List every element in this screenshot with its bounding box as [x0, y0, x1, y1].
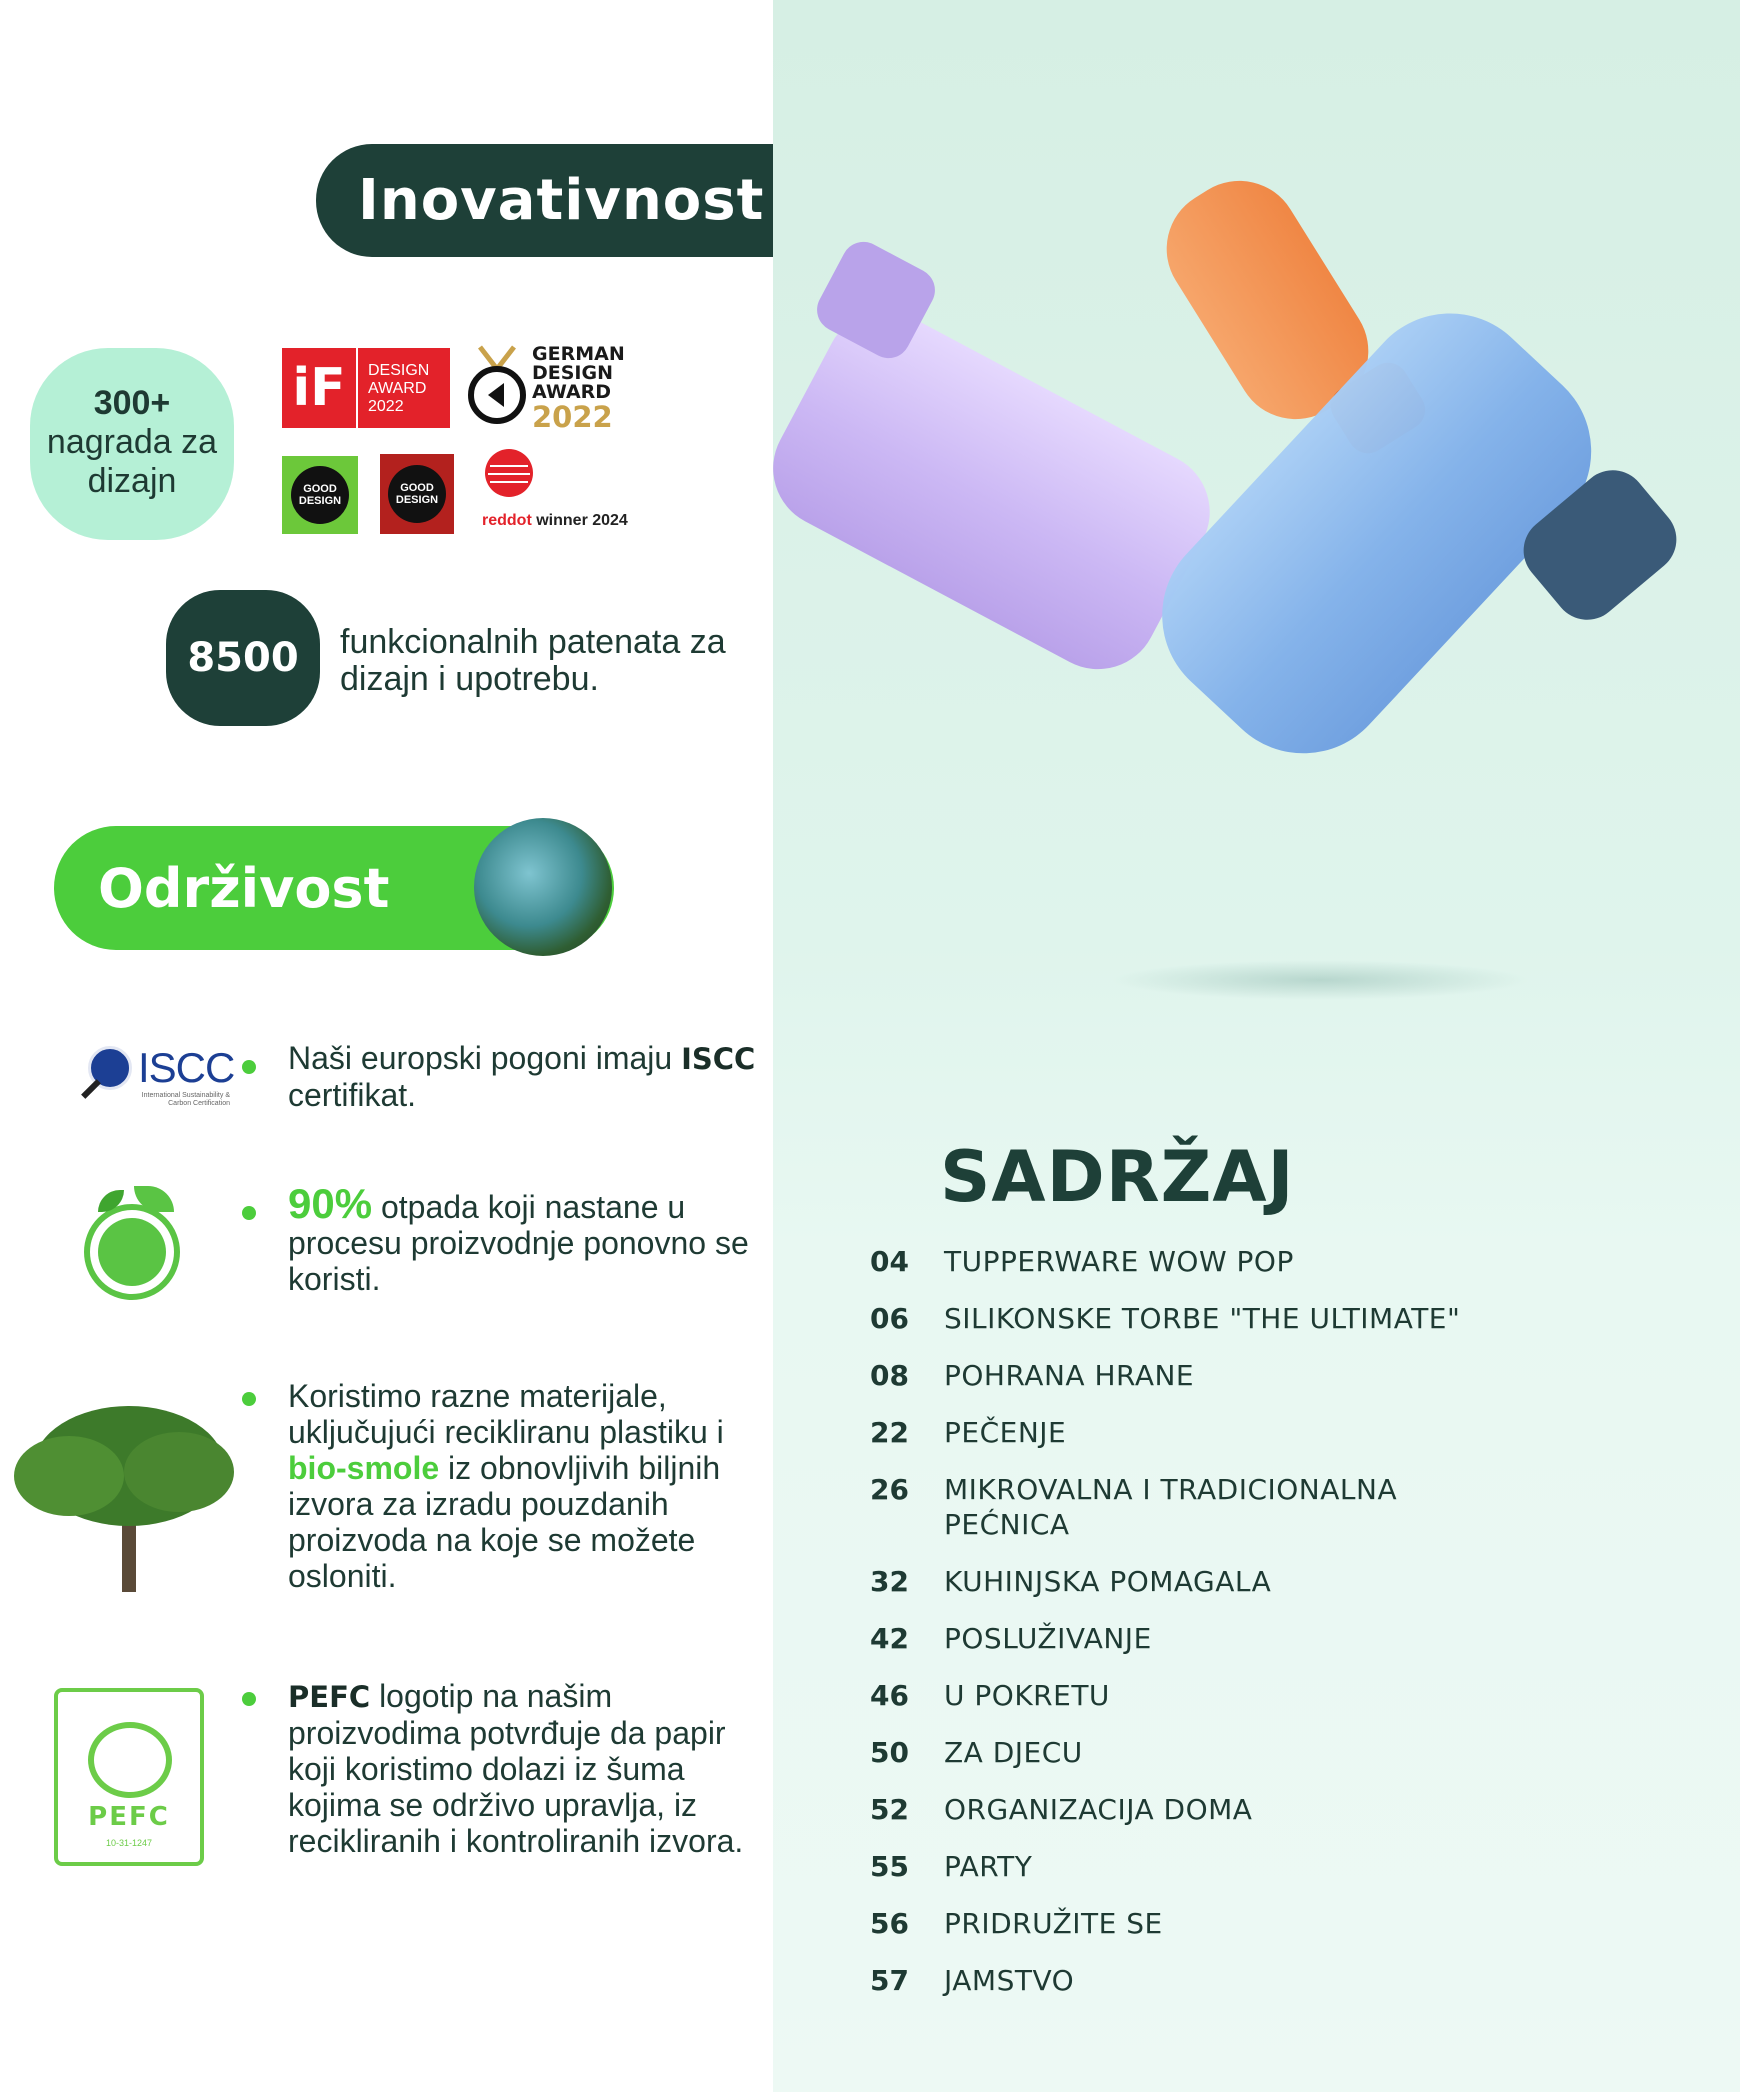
- pefc-code: 10-31-1247: [105, 1838, 153, 1848]
- toc-label: POSLUŽIVANJE: [944, 1622, 1152, 1655]
- toc-label: MIKROVALNA I TRADICIONALNA PEĆNICA: [944, 1473, 1398, 1541]
- toc-label: TUPPERWARE WOW POP: [944, 1245, 1294, 1278]
- innovation-heading: Inovativnost: [316, 144, 773, 257]
- toc-item[interactable]: [870, 1792, 1730, 1827]
- toc-page-number: 06: [870, 1302, 909, 1335]
- awards-badge: [30, 348, 234, 540]
- toc-label: KUHINJSKA POMAGALA: [944, 1565, 1272, 1598]
- if-logo-mark: iF: [282, 348, 358, 428]
- toc-label: ORGANIZACIJA DOMA: [944, 1793, 1253, 1826]
- sustainability-heading: Održivost: [54, 826, 614, 950]
- awards-text: nagrada za dizajn: [46, 423, 218, 500]
- reddot-award-logo: [482, 446, 662, 536]
- toc-item[interactable]: [870, 1415, 1730, 1450]
- toc-item[interactable]: [870, 1621, 1730, 1656]
- pefc-logo-icon: [54, 1688, 204, 1866]
- toc-label: PEČENJE: [944, 1416, 1067, 1449]
- reddot-red: red: [482, 512, 507, 529]
- toc-page-number: 57: [870, 1964, 909, 1997]
- german-design-award-logo: [466, 343, 636, 433]
- toc-label: ZA DJECU: [944, 1736, 1083, 1769]
- sustainability-item-4: [288, 1678, 758, 1859]
- toc-item[interactable]: [870, 1906, 1730, 1941]
- left-panel: [0, 0, 773, 2092]
- toc-page-number: 08: [870, 1359, 909, 1392]
- patents-text: funkcionalnih patenata za dizajn i upotrebu.: [340, 623, 726, 698]
- german-award-line1: GERMAN: [532, 343, 625, 365]
- item1-bold: ISCC: [681, 1042, 756, 1076]
- toc-item[interactable]: [870, 1849, 1730, 1884]
- toc-title: SADRŽAJ: [940, 1136, 1295, 1218]
- item4-text: logotip na našim proizvodima potvrđuje da papir koji koristimo dolazi iz šuma kojima se održivo upravlja, iz recikliranih i kontroliranih izvora.: [288, 1678, 744, 1859]
- reddot-winner: winner 2024: [531, 512, 628, 529]
- toc-page-number: 46: [870, 1679, 909, 1712]
- if-design-award-logo: [282, 348, 450, 428]
- german-award-medal-icon: [466, 343, 528, 427]
- awards-count: 300+: [93, 384, 171, 422]
- toc-page-number: 56: [870, 1907, 909, 1940]
- toc-page-number: 22: [870, 1416, 909, 1449]
- bullet-dot: [242, 1060, 256, 1074]
- toc-item[interactable]: [870, 1735, 1730, 1770]
- iscc-small-text: International Sustainability & Carbon Certification: [141, 1092, 230, 1107]
- bullet-dot: [242, 1692, 256, 1706]
- toc-label: PRIDRUŽITE SE: [944, 1907, 1163, 1940]
- reddot-icon: [482, 446, 536, 500]
- pefc-tree-ring: [88, 1722, 172, 1798]
- toc-page-number: 04: [870, 1245, 909, 1278]
- recycle-globe-icon: [76, 1186, 194, 1304]
- toc-item[interactable]: [870, 1244, 1730, 1279]
- sustainability-item-2: [288, 1180, 758, 1297]
- item2-percent: 90%: [288, 1180, 373, 1227]
- sustainability-item-3: [288, 1378, 758, 1594]
- item2-text: otpada koji nastane u procesu proizvodnje ponovno se koristi.: [288, 1189, 749, 1297]
- german-award-line2: DESIGN: [532, 362, 614, 384]
- toc-page-number: 55: [870, 1850, 909, 1883]
- toc-label: U POKRETU: [944, 1679, 1110, 1712]
- good-design-text: GOOD DESIGN: [291, 466, 349, 524]
- table-of-contents: [870, 1244, 1730, 2020]
- tree-icon: [14, 1396, 244, 1596]
- patents-badge: 8500: [166, 590, 320, 726]
- bottle-shadow: [1110, 960, 1530, 1000]
- earth-globe-icon: [474, 818, 612, 956]
- toc-item[interactable]: [870, 1358, 1730, 1393]
- toc-label: PARTY: [944, 1850, 1033, 1883]
- sustainability-item-1: [288, 1040, 758, 1113]
- item3-text-b: iz obnovljivih biljnih izvora za izradu pouzdanih proizvoda na koje se možete osloniti.: [288, 1450, 721, 1594]
- good-design-logo-red: [380, 454, 454, 534]
- toc-label: POHRANA HRANE: [944, 1359, 1195, 1392]
- toc-item[interactable]: [870, 1564, 1730, 1599]
- german-award-year: 2022: [532, 400, 613, 434]
- iscc-logo-icon: [80, 1040, 235, 1118]
- item3-text-a: Koristimo razne materijale, uključujući recikliranu plastiku i: [288, 1378, 724, 1450]
- bullet-dot: [242, 1206, 256, 1220]
- item3-green: bio-smole: [288, 1450, 440, 1486]
- german-award-line3: AWARD: [532, 381, 612, 403]
- reddot-dot: dot: [506, 512, 532, 529]
- iscc-magnifier-handle: [81, 1079, 101, 1099]
- toc-item[interactable]: [870, 1301, 1730, 1336]
- toc-page-number: 26: [870, 1473, 909, 1506]
- good-design-logo-green: [282, 456, 358, 534]
- iscc-logo-text: ISCC: [138, 1044, 235, 1091]
- item1-text-a: Naši europski pogoni imaju: [288, 1040, 682, 1076]
- pefc-logo-text: PEFC: [88, 1802, 170, 1832]
- bullet-dot: [242, 1392, 256, 1406]
- toc-label: JAMSTVO: [944, 1964, 1075, 1997]
- toc-page-number: 52: [870, 1793, 909, 1826]
- toc-item[interactable]: [870, 1678, 1730, 1713]
- toc-page-number: 50: [870, 1736, 909, 1769]
- toc-item[interactable]: [870, 1472, 1730, 1542]
- toc-label: SILIKONSKE TORBE "THE ULTIMATE": [944, 1302, 1461, 1335]
- toc-page-number: 32: [870, 1565, 909, 1598]
- if-award-text: DESIGN AWARD 2022: [368, 362, 430, 415]
- toc-page-number: 42: [870, 1622, 909, 1655]
- item1-text-b: certifikat.: [288, 1077, 417, 1113]
- item4-bold: PEFC: [288, 1680, 371, 1714]
- good-design-text: GOOD DESIGN: [388, 465, 446, 523]
- toc-item[interactable]: [870, 1963, 1730, 1998]
